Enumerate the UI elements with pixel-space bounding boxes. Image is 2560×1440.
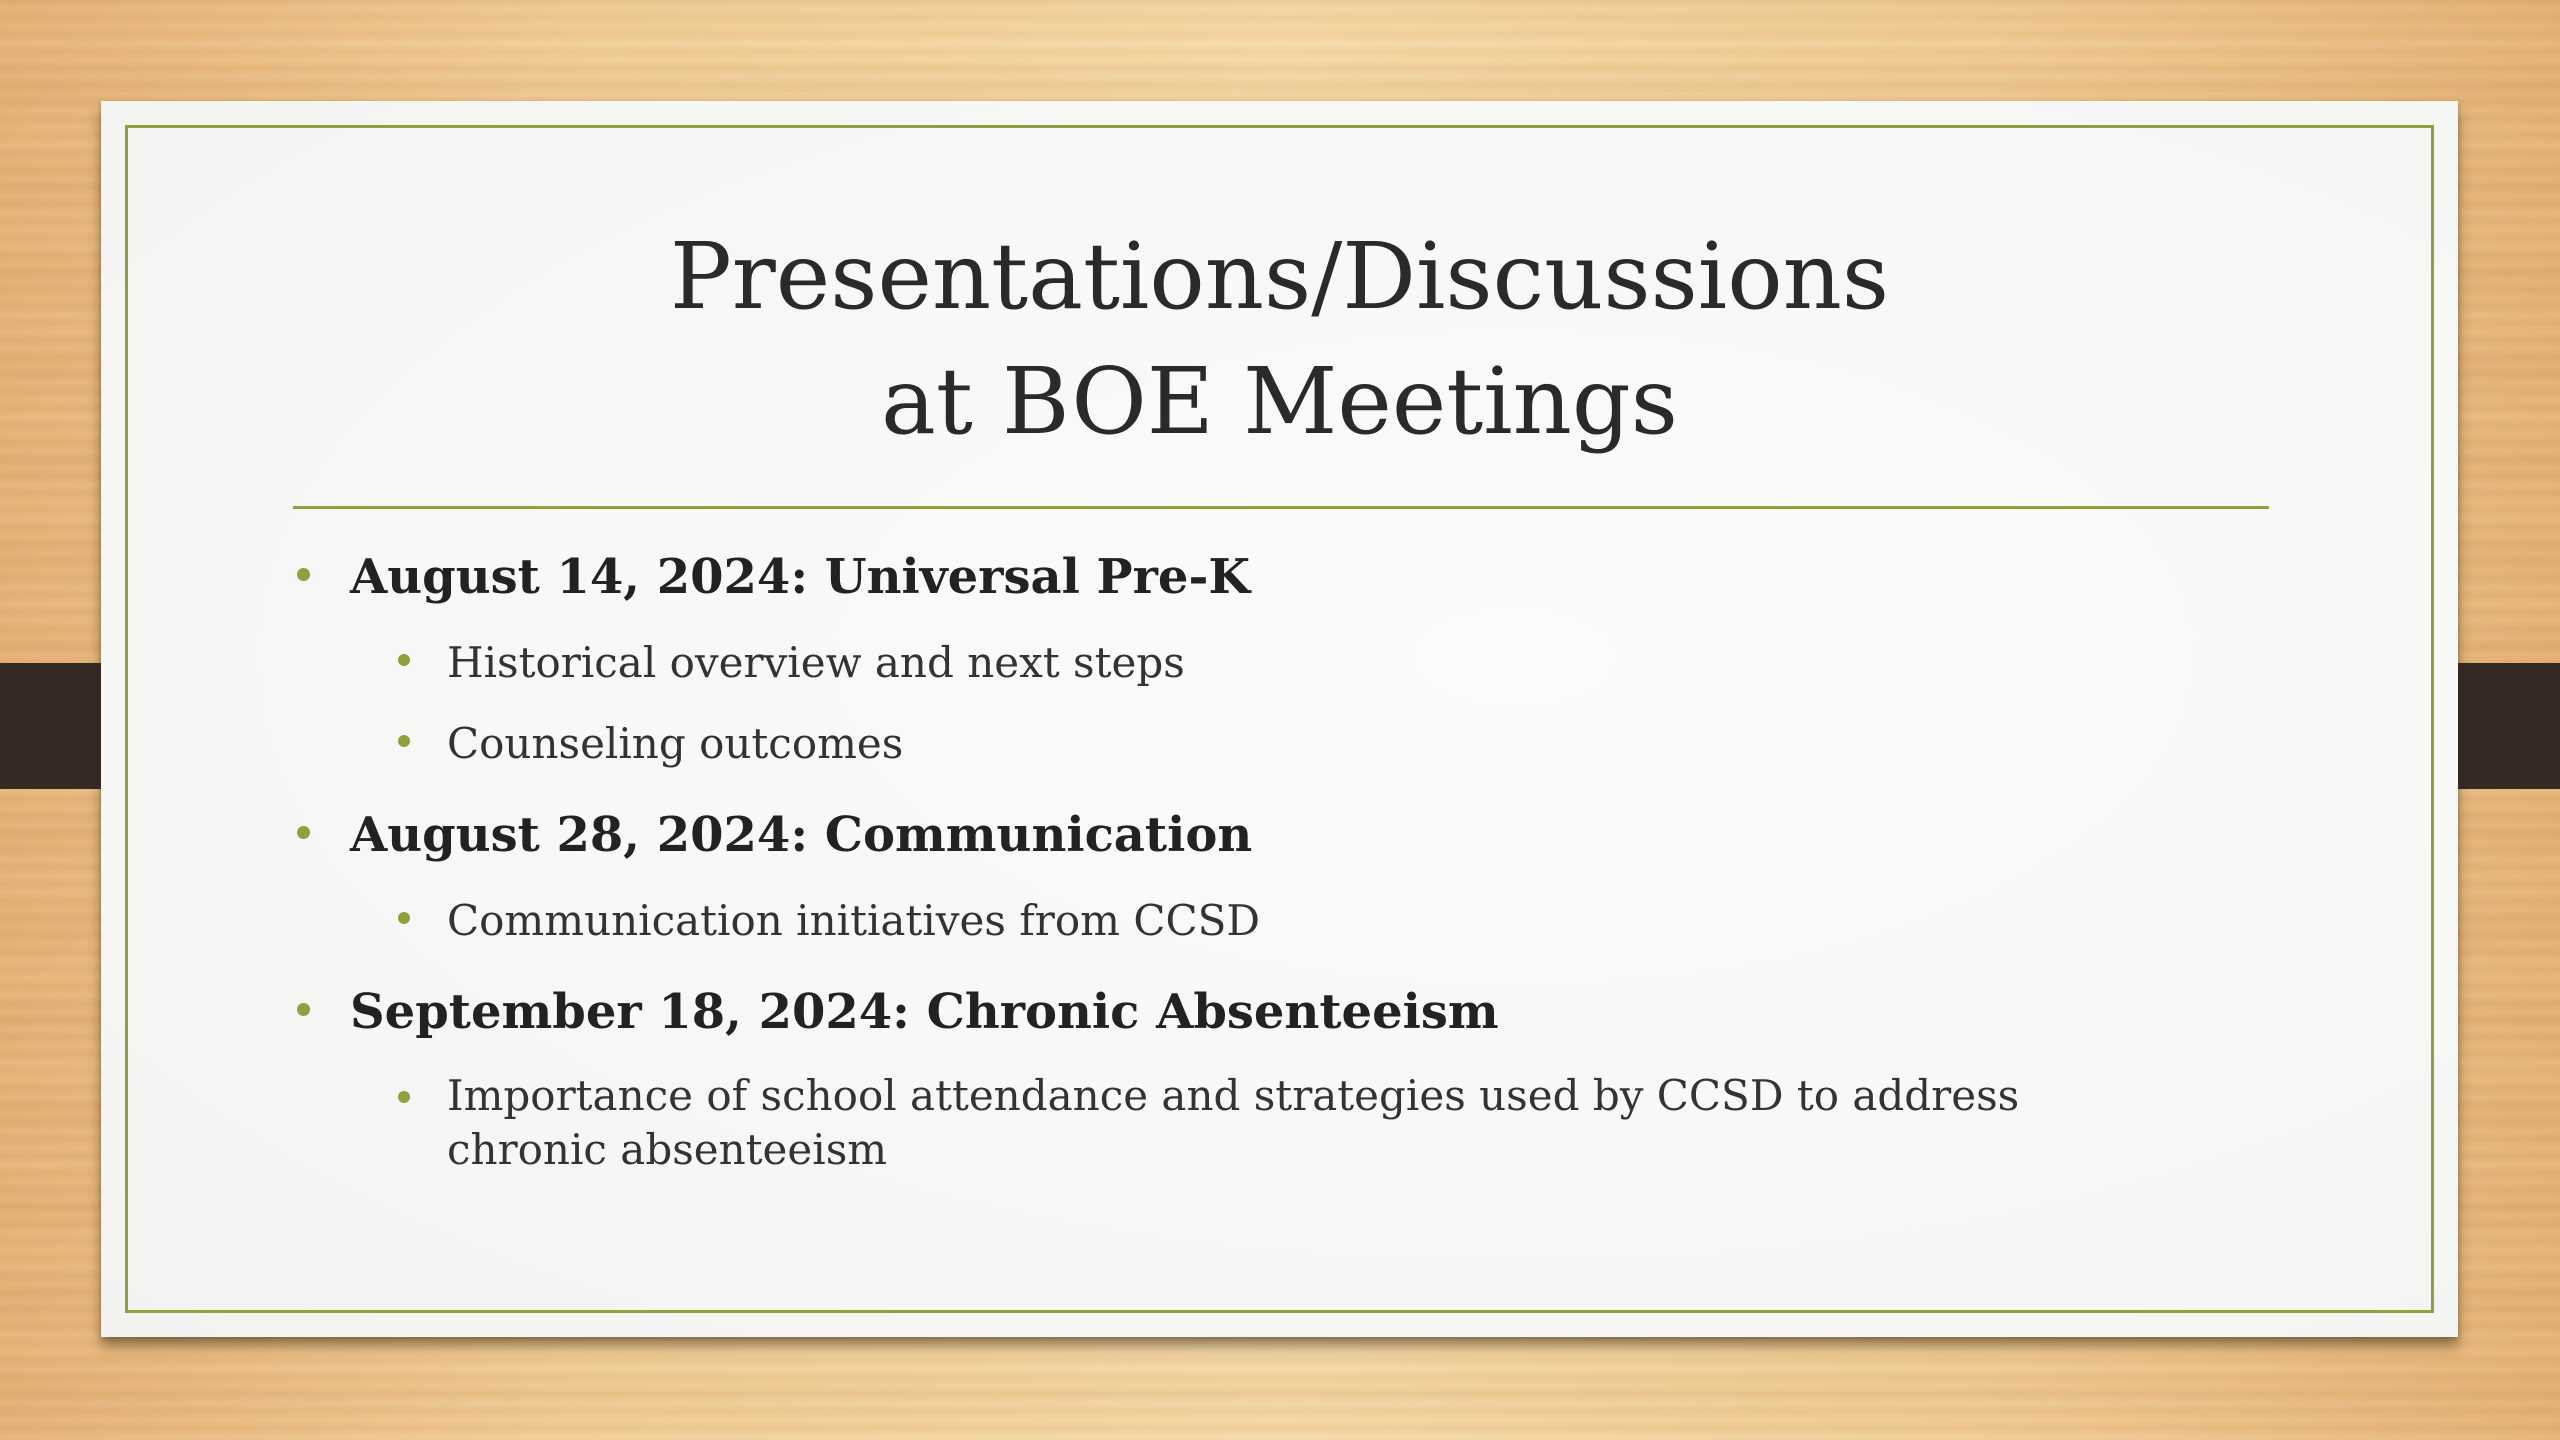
- bullet-dot-icon: [297, 568, 310, 581]
- bullet-dot-icon: [297, 826, 310, 839]
- bullet-heading: August 14, 2024: Universal Pre-K: [350, 549, 1251, 605]
- bullet-item: [350, 807, 1252, 863]
- sub-bullet-text: Counseling outcomes: [447, 719, 904, 768]
- sub-bullet-text: Communication initiatives from CCSD: [447, 896, 1261, 945]
- bullet-dot-icon: [297, 1003, 310, 1016]
- bullet-dot-icon: [398, 735, 410, 747]
- sub-bullet-item: [447, 638, 1185, 687]
- bullet-heading: August 28, 2024: Communication: [350, 807, 1253, 863]
- title-divider: [293, 506, 2269, 509]
- sub-bullet-item: [447, 896, 1260, 945]
- bullet-dot-icon: [398, 654, 410, 666]
- slide-title-line1: Presentations/Discussions: [669, 223, 1890, 330]
- bullet-item: [350, 984, 1499, 1040]
- slide: [101, 101, 2458, 1337]
- bullet-heading: September 18, 2024: Chronic Absenteeism: [350, 984, 1499, 1040]
- slide-title-line2: at BOE Meetings: [880, 348, 1679, 455]
- sub-bullet-item: [447, 719, 903, 768]
- sub-bullet-text: Historical overview and next steps: [447, 638, 1185, 687]
- sub-bullet-text: Importance of school attendance and strategies used by CCSD to address chronic absenteeism: [447, 1071, 2020, 1174]
- bullet-item: [350, 549, 1250, 605]
- bullet-dot-icon: [398, 912, 410, 924]
- bullet-dot-icon: [398, 1091, 410, 1103]
- sub-bullet-item: [447, 1069, 2147, 1177]
